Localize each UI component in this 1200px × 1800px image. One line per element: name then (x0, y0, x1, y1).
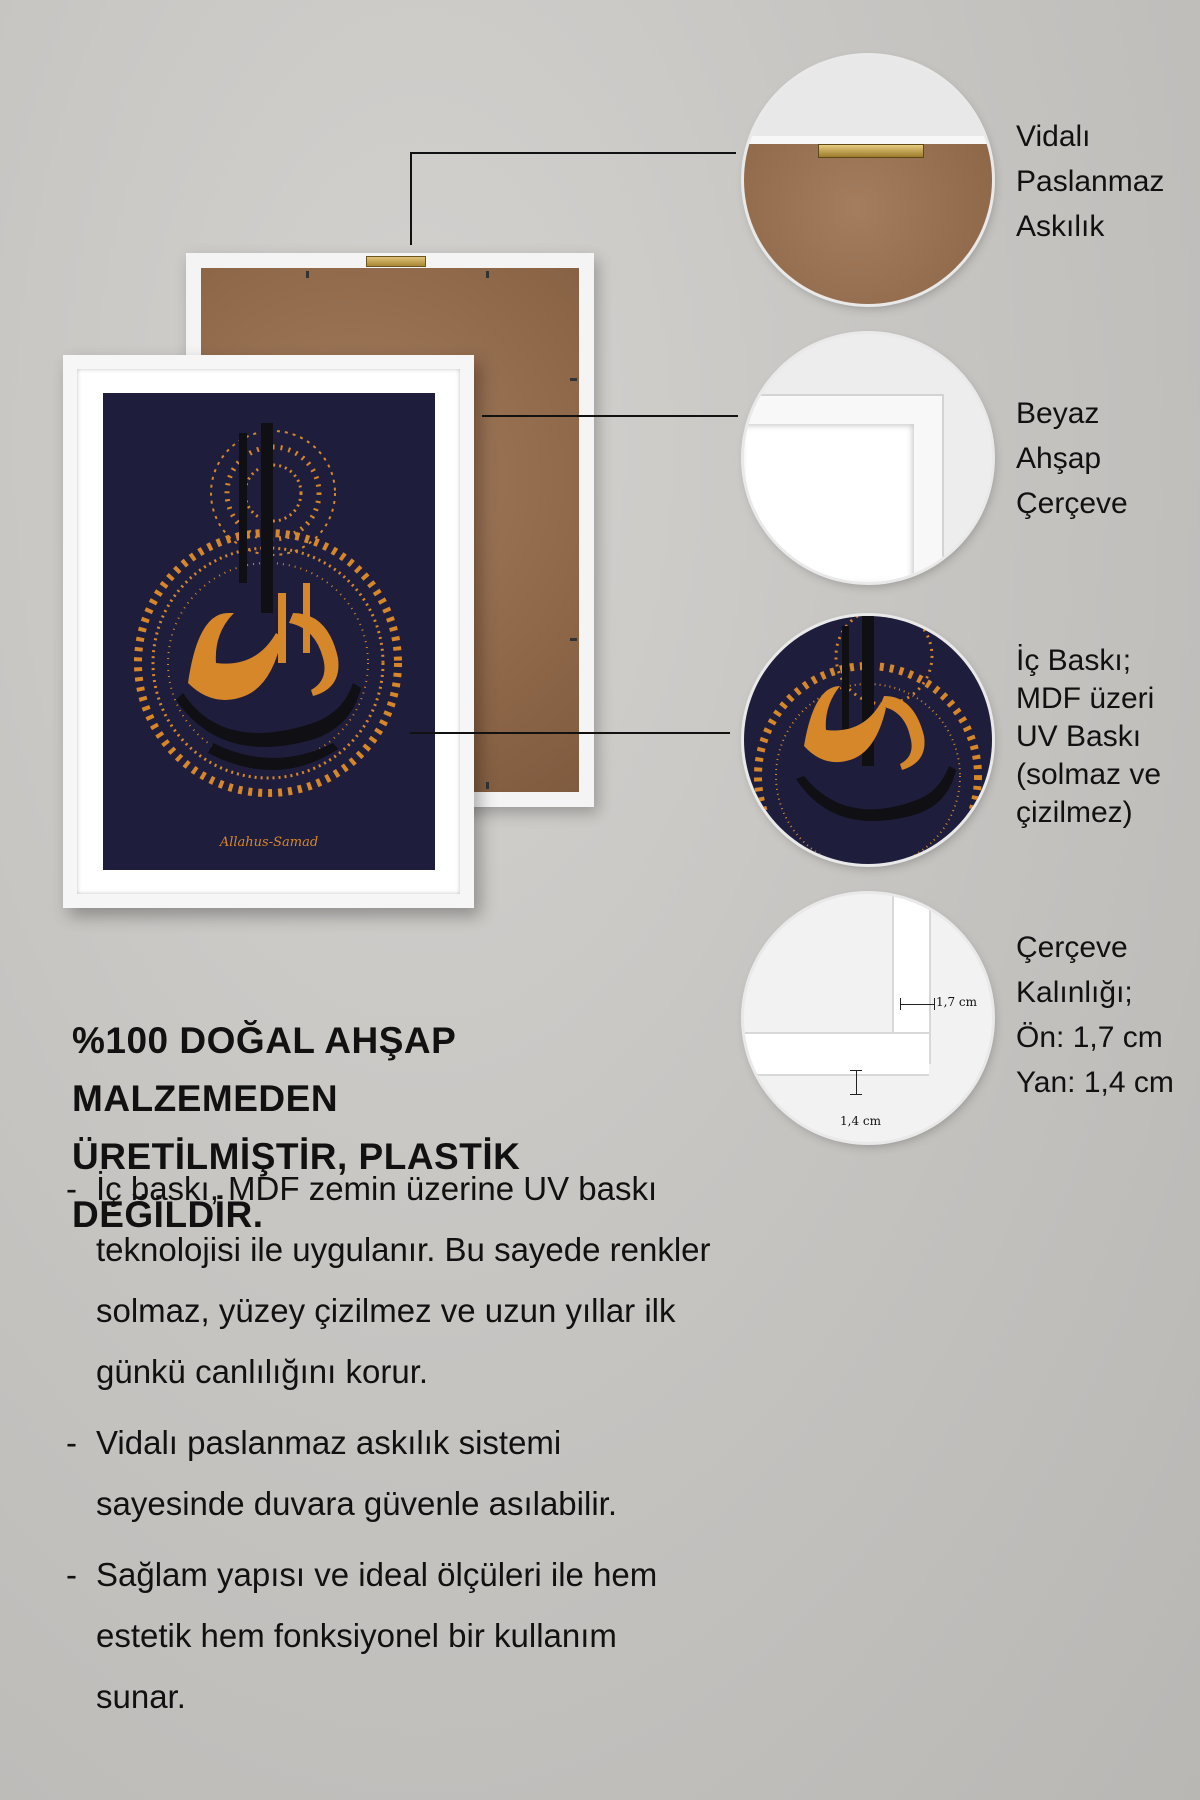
leader-line (482, 415, 738, 417)
retaining-clip (570, 378, 577, 381)
feature-label-frame: Beyaz Ahşap Çerçeve (1016, 397, 1128, 520)
frame-corner-detail-icon (744, 334, 992, 582)
thickness-detail-icon (744, 894, 992, 1142)
side-thickness-label: 1,4 cm (840, 1114, 881, 1128)
retaining-clip (306, 271, 309, 278)
calligraphy-icon (103, 393, 433, 863)
print-calligraphy-icon (744, 616, 992, 864)
feature-label-print: İç Baskı; MDF üzeri UV Baskı (solmaz ve çizilmez) (1016, 644, 1162, 829)
front-thickness-label: 1,7 cm (936, 995, 977, 1009)
bullet-dash: - (66, 1424, 77, 1461)
frame-front-view (63, 355, 474, 908)
passe-partout (77, 369, 460, 894)
sawtooth-hanger (366, 256, 426, 267)
headline: %100 DOĞAL AHŞAP MALZEMEDEN ÜRETİLMİŞTİR, PLASTİK DEĞİLDİR. (72, 1020, 521, 1235)
bullet-item: - Sağlam yapısı ve ideal ölçüleri ile hem estetik hem fonksiyonel bir kullanım sunar. (66, 1544, 786, 1727)
feature-label-thickness: Çerçeve Kalınlığı; Ön: 1,7 cm Yan: 1,4 cm (1016, 931, 1174, 1099)
leader-line (410, 152, 412, 245)
retaining-clip (486, 782, 489, 789)
leader-line (410, 732, 730, 734)
retaining-clip (486, 271, 489, 278)
artwork-caption: Allahus-Samad (219, 835, 319, 850)
feature-bullet-list (66, 1158, 786, 1737)
retaining-clip (570, 638, 577, 641)
hanger-detail-icon (744, 56, 992, 304)
calligraphy-artwork (103, 393, 435, 870)
bullet-dash: - (66, 1556, 77, 1593)
bullet-item: - İç baskı, MDF zemin üzerine UV baskı teknolojisi ile uygulanır. Bu sayede renkler solmaz, yüzey çizilmez ve uzun yıllar ilk günkü canlılığını korur. (66, 1158, 786, 1402)
leader-line (410, 152, 736, 154)
bullet-item: - Vidalı paslanmaz askılık sistemi sayesinde duvara güvenle asılabilir. (66, 1412, 786, 1534)
print-detail-icon (744, 616, 992, 864)
feature-label-hanger: Vidalı Paslanmaz Askılık (1016, 120, 1165, 243)
bullet-dash: - (66, 1170, 77, 1207)
